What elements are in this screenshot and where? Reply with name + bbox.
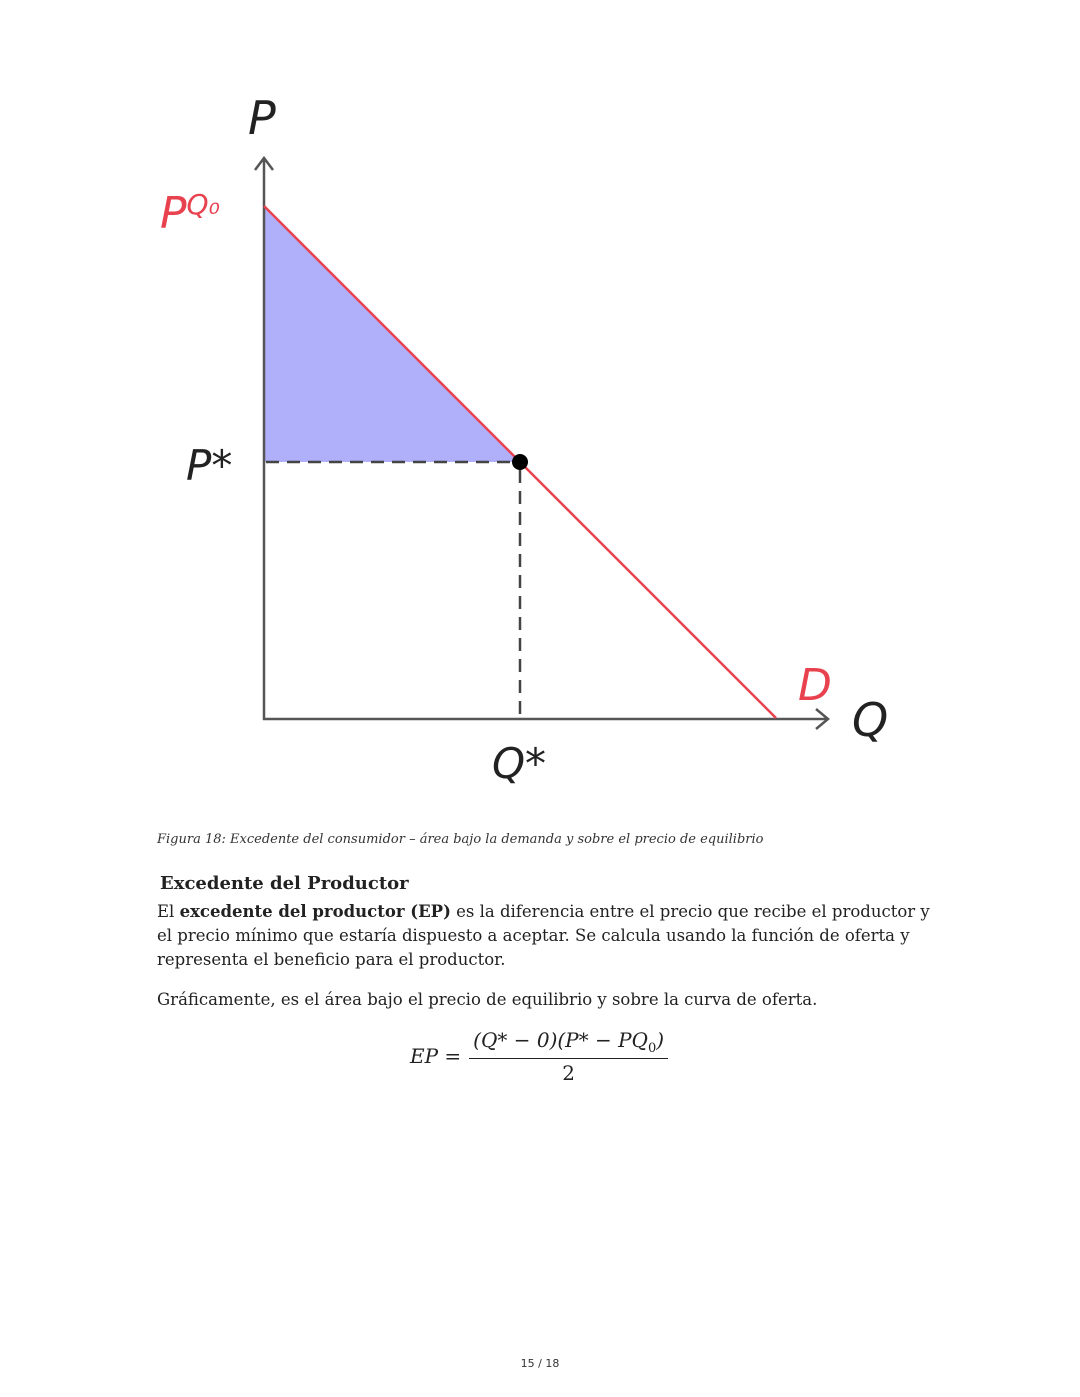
ep-formula [410,1028,668,1084]
formula-fraction [469,1028,668,1085]
paragraph-graphical: Gráficamente, es el área bajo el precio de equilibrio y sobre la curva de oferta. [157,990,818,1009]
figure-caption: Figura 18: Excedente del consumidor – área bajo la demanda y sobre el precio de equilibrio [157,832,764,847]
para1-pre: El [157,902,180,921]
section-title: Excedente del Productor [160,873,409,894]
page-number: 15 / 18 [520,1357,560,1370]
formula-numerator [469,1028,668,1059]
para1-post: es la diferencia entre el precio que recibe el productor y el precio mínimo que estaría dispuesto a aceptar. Se calcula usando la función de oferta y representa el beneficio para el productor. [157,902,930,969]
formula-denominator: 2 [562,1060,575,1085]
formula-numerator-main: (Q* − 0)(P* − PQ [473,1027,648,1052]
price-label: P* [186,441,233,490]
equilibrium-point [512,454,528,470]
formula-lhs: EP = [410,1044,462,1068]
intercept-label-sup: Q₀ [186,188,220,221]
intercept-label-base: P [160,188,187,239]
para1-bold-term: excedente del productor (EP) [179,902,451,921]
demand-label: D [798,660,832,711]
quantity-label: Q* [492,739,547,788]
intercept-label [160,188,220,239]
formula-numerator-close: ) [656,1027,665,1052]
x-axis-label: Q [852,693,889,747]
formula-numerator-sub: 0 [647,1040,657,1056]
y-axis-label: P [248,91,276,145]
paragraph-definition [157,900,937,972]
